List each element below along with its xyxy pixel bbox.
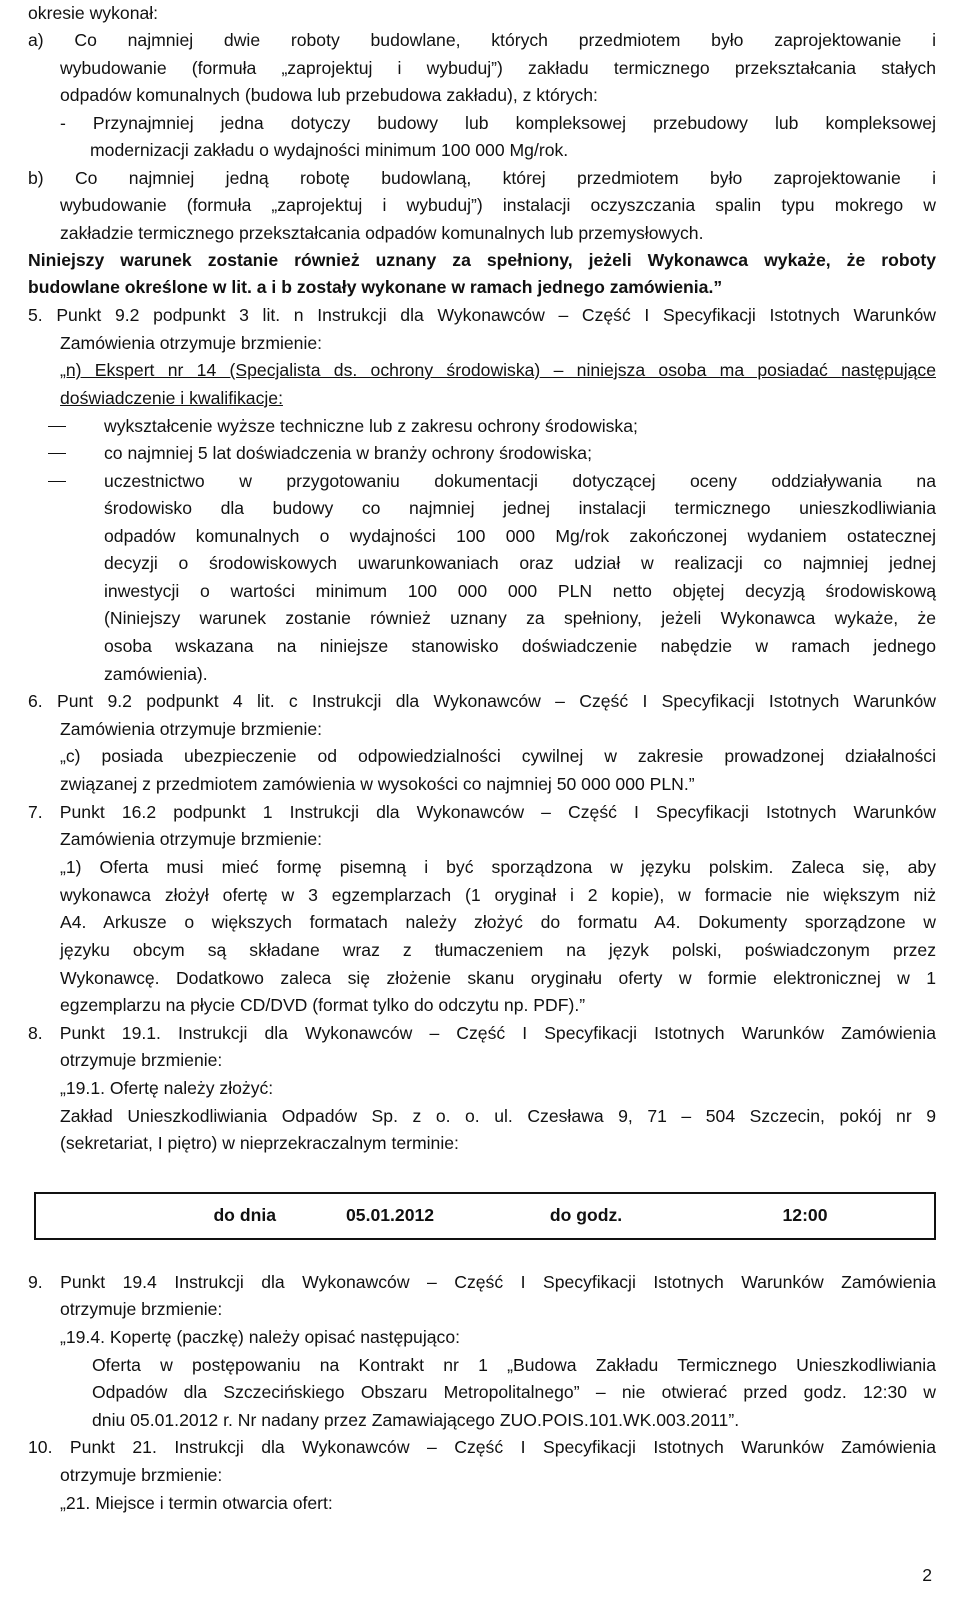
- text-line: otrzymuje brzmienie:: [60, 1050, 223, 1070]
- text-line: otrzymuje brzmienie:: [60, 1299, 223, 1319]
- text-line: osoba wskazana na niniejsze stanowisko doświadczenie nabędzie w ramach jednego: [104, 636, 936, 656]
- text-line: „19.4. Kopertę (paczkę) należy opisać następująco:: [60, 1327, 461, 1347]
- text-line: zamówienia).: [104, 664, 208, 684]
- table-row: [35, 1193, 935, 1239]
- text-line: wybudowanie (formuła „zaprojektuj i wybuduj”) instalacji oczyszczania spalin typu mokrego w: [60, 195, 936, 215]
- text-line: środowisko dla budowy co najmniej jednej instalacji termicznego unieszkodliwiania: [104, 498, 936, 518]
- text-line: Zamówienia otrzymuje brzmienie:: [60, 333, 323, 353]
- text-line: (Niniejszy warunek zostanie również uznany za spełniony, jeżeli Wykonawca wykaże, że: [104, 608, 936, 628]
- text-line: Zakład Unieszkodliwiania Odpadów Sp. z o. o. ul. Czesława 9, 71 – 504 Szczecin, pokój nr 9: [60, 1106, 936, 1126]
- text-line: otrzymuje brzmienie:: [60, 1465, 223, 1485]
- section-9-heading: 9. Punkt 19.4 Instrukcji dla Wykonawców – Część I Specyfikacji Istotnych Warunków Zamówienia: [28, 1272, 936, 1292]
- text-line: wykonawca złożył ofertę w 3 egzemplarzach (1 oryginał i 2 kopie), w formacie nie większym niż: [60, 885, 936, 905]
- text-line: egzemplarzu na płycie CD/DVD (format tylko do odczytu np. PDF).”: [60, 995, 586, 1015]
- text-line: Zamówienia otrzymuje brzmienie:: [60, 829, 323, 849]
- deadline-date: 05.01.2012: [346, 1205, 435, 1226]
- text-line: b) Co najmniej jedną robotę budowlaną, której przedmiotem było zaprojektowanie i: [28, 168, 936, 188]
- section-5-heading: 5. Punkt 9.2 podpunkt 3 lit. n Instrukcji dla Wykonawców – Część I Specyfikacji Istotnych Warunków: [28, 305, 936, 325]
- text-line: „1) Oferta musi mieć formę pisemną i być sporządzona w języku polskim. Zaleca się, aby: [60, 857, 936, 877]
- deadline-time-label: do godz.: [549, 1205, 623, 1226]
- text-line: Niniejszy warunek zostanie również uznany za spełniony, jeżeli Wykonawca wykaże, że roboty: [28, 250, 936, 270]
- text-line: doświadczenie i kwalifikacje:: [60, 388, 283, 408]
- text-line: A4. Arkusze o większych formatach należy złożyć do formatu A4. Dokumenty sporządzone w: [60, 912, 936, 932]
- text-line: budowlane określone w lit. a i b zostały wykonane w ramach jednego zamówienia.”: [28, 277, 723, 297]
- text-line: Wykonawcę. Dodatkowo zaleca się złożenie skanu oryginału oferty w formie elektronicznej w 1: [60, 968, 936, 988]
- text-line: „n) Ekspert nr 14 (Specjalista ds. ochrony środowiska) – niniejsza osoba ma posiadać następujące: [60, 360, 936, 380]
- text-line: (sekretariat, I piętro) w nieprzekraczalnym terminie:: [60, 1133, 459, 1153]
- text-line: „21. Miejsce i termin otwarcia ofert:: [60, 1493, 333, 1513]
- text-line: zakładzie termicznego przekształcania odpadów komunalnych lub przemysłowych.: [60, 223, 704, 243]
- dash-bullet: [48, 481, 66, 482]
- text-line: Zamówienia otrzymuje brzmienie:: [60, 719, 323, 739]
- text-line: modernizacji zakładu o wydajności minimum 100 000 Mg/rok.: [90, 140, 569, 160]
- text-line: a) Co najmniej dwie roboty budowlane, których przedmiotem było zaprojektowanie i: [28, 30, 936, 50]
- text-line: Odpadów dla Szczecińskiego Obszaru Metropolitalnego” – nie otwierać przed godz. 12:30 w: [92, 1382, 936, 1402]
- text-line: wybudowanie (formuła „zaprojektuj i wybuduj”) zakładu termicznego przekształcania stałych: [60, 58, 936, 78]
- section-8-heading: 8. Punkt 19.1. Instrukcji dla Wykonawców – Część I Specyfikacji Istotnych Warunków Zamówienia: [28, 1023, 936, 1043]
- section-10-heading: 10. Punkt 21. Instrukcji dla Wykonawców – Część I Specyfikacji Istotnych Warunków Zamówienia: [28, 1437, 936, 1457]
- text-line: inwestycji o wartości minimum 100 000 000 PLN netto objętej decyzją środowiskową: [104, 581, 936, 601]
- text-line: „19.1. Ofertę należy złożyć:: [60, 1078, 274, 1098]
- section-7-heading: 7. Punkt 16.2 podpunkt 1 Instrukcji dla Wykonawców – Część I Specyfikacji Istotnych Warunków: [28, 802, 936, 822]
- text-line: okresie wykonał:: [28, 3, 159, 23]
- deadline-time: 12:00: [782, 1205, 828, 1226]
- text-line: „c) posiada ubezpieczenie od odpowiedzialności cywilnej w zakresie prowadzonej działalności: [60, 746, 936, 766]
- text-line: odpadów komunalnych o wydajności 100 000 Mg/rok zakończonej wydaniem ostatecznej: [104, 526, 936, 546]
- text-line: Oferta w postępowaniu na Kontrakt nr 1 „Budowa Zakładu Termicznego Unieszkodliwiania: [92, 1355, 936, 1375]
- text-line: odpadów komunalnych (budowa lub przebudowa zakładu), z których:: [60, 85, 598, 105]
- text-line: decyzji o środowiskowych uwarunkowaniach oraz udział w realizacji co najmniej jednej: [104, 553, 936, 573]
- page-number: 2: [922, 1565, 932, 1585]
- section-6-heading: 6. Punt 9.2 podpunkt 4 lit. c Instrukcji dla Wykonawców – Część I Specyfikacji Istotnych Warunków: [28, 691, 936, 711]
- text-line: związanej z przedmiotem zamówienia w wysokości co najmniej 50 000 000 PLN.”: [60, 774, 695, 794]
- dash-bullet: [48, 453, 66, 454]
- list-item: co najmniej 5 lat doświadczenia w branży ochrony środowiska;: [104, 443, 592, 463]
- text-line: - Przynajmniej jedna dotyczy budowy lub kompleksowej przebudowy lub kompleksowej: [60, 113, 936, 133]
- deadline-date-label: do dnia: [213, 1205, 276, 1226]
- text-line: języku obcym są składane wraz z tłumaczeniem na język polski, poświadczonym przez: [60, 940, 936, 960]
- list-item: wykształcenie wyższe techniczne lub z zakresu ochrony środowiska;: [104, 416, 638, 436]
- deadline-table: [34, 1192, 936, 1240]
- dash-bullet: [48, 426, 66, 427]
- text-line: dniu 05.01.2012 r. Nr nadany przez Zamawiającego ZUO.POIS.101.WK.003.2011”.: [92, 1410, 740, 1430]
- list-item: uczestnictwo w przygotowaniu dokumentacji dotyczącej oceny oddziaływania na: [104, 471, 936, 491]
